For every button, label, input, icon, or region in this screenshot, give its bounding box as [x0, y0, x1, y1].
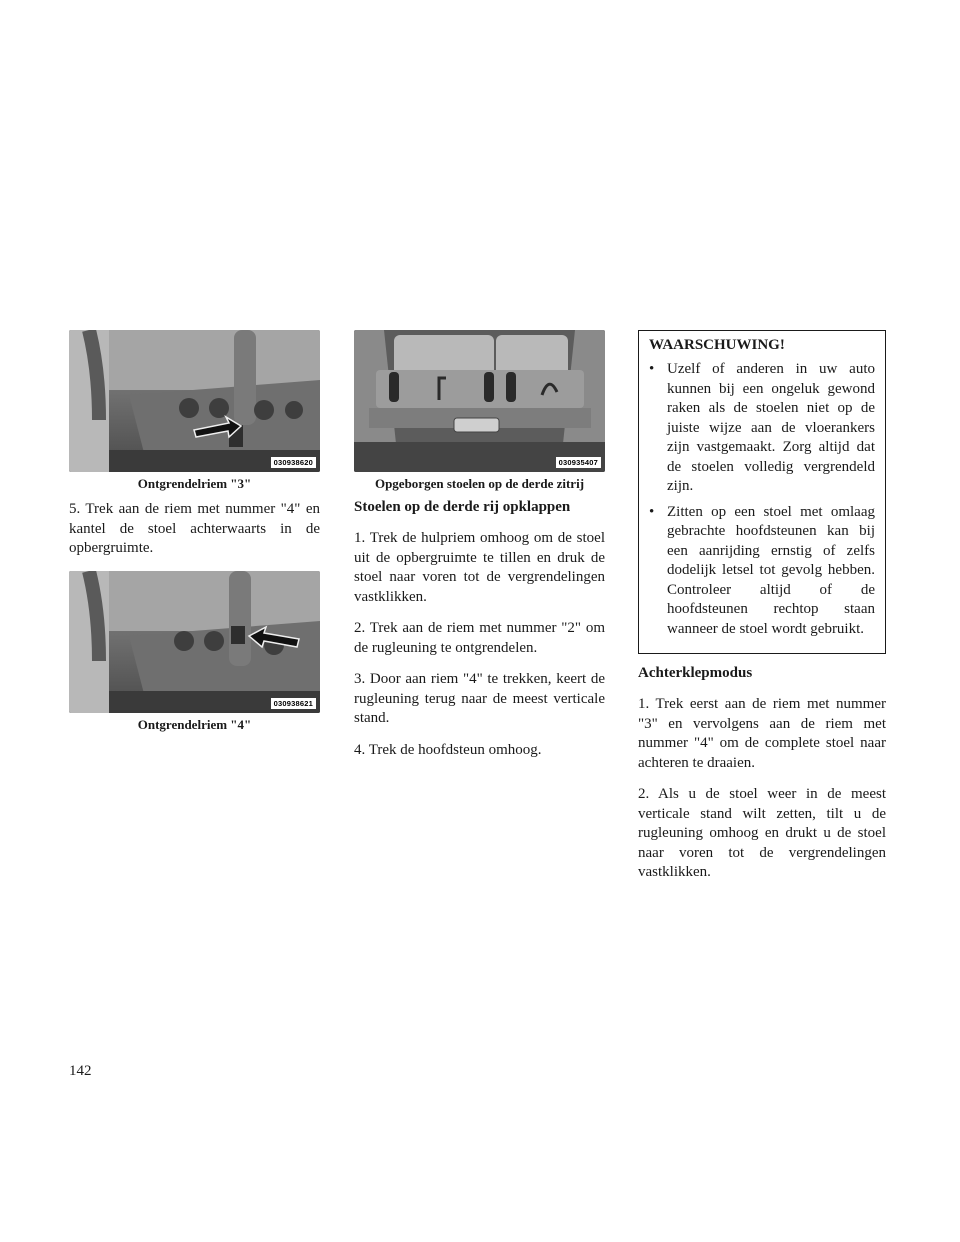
step-2-text: 2. Trek aan de riem met nummer "2" om de rugleuning te ontgrendelen. [354, 620, 605, 656]
figure-id: 030938620 [271, 457, 316, 468]
step-1-text: 1. Trek de hulpriem omhoog om de stoel uit de opbergruimte te tillen en druk de stoel naar voren tot de vergrendelingen vastklikken. [354, 530, 605, 605]
warning-title: WAARSCHUWING! [649, 337, 785, 353]
column-left [69, 330, 320, 733]
warning-item-text: Uzelf of anderen in uw auto kunnen bij een ongeluk gewond raken als de stoelen niet op de juiste wijze aan de vloerankers zijn vastgemaakt. Zorg altijd dat de stoelen volledig vergrendeld zijn. [667, 361, 875, 494]
warning-item-text: Zitten op een stoel met omlaag gebrachte hoofdsteunen kan bij een aanrijding ernstig of zelfs dodelijk letsel tot gevolg hebben. Controleer altijd of de hoofdsteunen rechtop staan wanneer de stoel wordt gebruikt. [667, 503, 875, 637]
step-4-text: 4. Trek de hoofdsteun omhoog. [354, 741, 542, 758]
figure-caption: Ontgrendelriem "3" [137, 476, 252, 491]
column-middle [354, 330, 605, 772]
page-number: 142 [69, 1063, 92, 1079]
section-heading: Achterklepmodus [638, 665, 753, 681]
figure-release-strap-3 [69, 330, 320, 472]
figure-stowed-seats [354, 330, 605, 472]
figure-caption: Opgeborgen stoelen op de derde zitrij [374, 476, 585, 491]
step-5-text: 5. Trek aan de riem met nummer "4" en kantel de stoel achterwaarts in de opbergruimte. [69, 501, 320, 556]
warning-box [638, 330, 886, 654]
bullet-icon: • [649, 503, 655, 520]
seat-strap-4-photo [69, 571, 320, 713]
bullet-icon: • [649, 361, 655, 377]
stowed-seats-photo [354, 330, 605, 472]
warning-item [649, 503, 875, 640]
section-heading: Stoelen op de derde rij opklappen [354, 499, 571, 515]
step-3-text: 3. Door aan riem "4" te trekken, keert de rugleuning terug naar de meest verticale stand. [354, 671, 605, 726]
column-right [638, 330, 886, 895]
figure-release-strap-4 [69, 571, 320, 713]
warning-item [649, 360, 875, 497]
seat-strap-3-photo [69, 330, 320, 472]
figure-id: 030938621 [271, 698, 316, 709]
warning-list [649, 360, 875, 639]
figure-id: 030935407 [556, 457, 601, 468]
step-1-text: 1. Trek eerst aan de riem met nummer "3" en vervolgens aan de riem met nummer "4" om de complete stoel naar achteren te draaien. [638, 696, 886, 771]
figure-caption: Ontgrendelriem "4" [137, 716, 252, 732]
step-2-text: 2. Als u de stoel weer in de meest verticale stand wilt zetten, tilt u de rugleuning omhoog en drukt u de stoel naar voren tot de vergrendelingen vastklikken. [638, 786, 886, 880]
